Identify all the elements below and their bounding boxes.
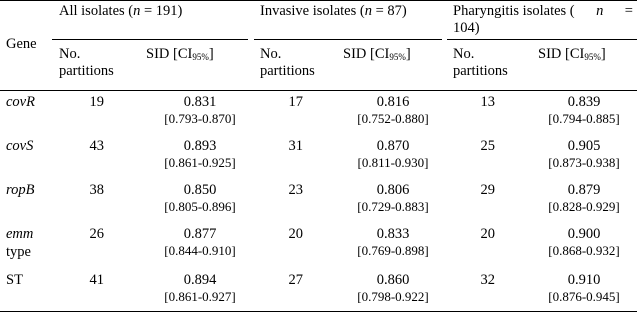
gene-cell: emm (6, 226, 34, 242)
partitions-cell: 41 (89, 272, 104, 288)
partitions-cell: 43 (89, 138, 104, 154)
bottom-rule (0, 311, 637, 312)
gene-cell: ropB (6, 182, 35, 198)
sid-cell: 0.870 (376, 138, 410, 154)
ci-cell: [0.805-0.896] (164, 199, 236, 214)
sid-cell: 0.877 (183, 226, 217, 242)
sid-cell: 0.831 (183, 94, 217, 110)
gene-cell-line2: type (6, 244, 31, 260)
sid-cell: 0.833 (376, 226, 410, 242)
partitions-cell: 25 (480, 138, 495, 154)
gene-cell: covS (6, 138, 34, 154)
partitions-cell: 20 (288, 226, 303, 242)
partitions-cell: 19 (89, 94, 104, 110)
ci-cell: [0.868-0.932] (548, 243, 620, 258)
ci-cell: [0.873-0.938] (548, 155, 620, 170)
group-header-all: All isolates (n = 191) (59, 3, 183, 19)
partitions-cell: 23 (288, 182, 303, 198)
sid-cell: 0.894 (183, 272, 217, 288)
ci-cell: [0.794-0.885] (548, 111, 620, 126)
sid-cell: 0.879 (567, 182, 601, 198)
ci-cell: [0.828-0.929] (548, 199, 620, 214)
sid-cell: 0.860 (376, 272, 410, 288)
ci-cell: [0.793-0.870] (164, 111, 236, 126)
ci-cell: [0.729-0.883] (357, 199, 429, 214)
group-rule-pharyngitis (447, 39, 637, 40)
sid-header-all: SID $[CI_{95\%}]$ (146, 46, 214, 62)
header-rule (0, 90, 637, 91)
ci-cell: [0.798-0.922] (357, 289, 429, 304)
sid-cell: 0.900 (567, 226, 601, 242)
partitions-header-all: No. partitions (59, 46, 114, 79)
top-rule (0, 0, 637, 1)
ci-cell: [0.876-0.945] (548, 289, 620, 304)
group-header-invasive: Invasive isolates (n = 87) (260, 3, 407, 19)
partitions-cell: 20 (480, 226, 495, 242)
sid-cell: 0.816 (376, 94, 410, 110)
partitions-header-pharyngitis: No. partitions (453, 46, 508, 79)
partitions-cell: 32 (480, 272, 495, 288)
partitions-header-invasive: No. partitions (260, 46, 315, 79)
partitions-cell: 13 (480, 94, 495, 110)
gene-header: Gene (6, 36, 37, 52)
sid-cell: 0.850 (183, 182, 217, 198)
sid-header-invasive: SID $[CI_{95\%}]$ (343, 46, 411, 62)
partitions-cell: 29 (480, 182, 495, 198)
sid-header-pharyngitis: SID $[CI_{95\%}]$ (538, 46, 606, 62)
group-rule-all (52, 39, 248, 40)
sid-cell: 0.905 (567, 138, 601, 154)
sid-cell: 0.839 (567, 94, 601, 110)
group-header-pharyngitis: Pharyngitis isolates ( n = 104) (453, 3, 633, 36)
ci-cell: [0.861-0.927] (164, 289, 236, 304)
sid-cell: 0.893 (183, 138, 217, 154)
ci-cell: [0.769-0.898] (357, 243, 429, 258)
partitions-cell: 27 (288, 272, 303, 288)
ci-cell: [0.811-0.930] (357, 155, 429, 170)
partitions-cell: 31 (288, 138, 303, 154)
sid-cell: 0.806 (376, 182, 410, 198)
ci-cell: [0.844-0.910] (164, 243, 236, 258)
partitions-cell: 17 (288, 94, 303, 110)
ci-cell: [0.861-0.925] (164, 155, 236, 170)
gene-cell: ST (6, 272, 23, 288)
ci-cell: [0.752-0.880] (357, 111, 429, 126)
sid-cell: 0.910 (567, 272, 601, 288)
partitions-cell: 38 (89, 182, 104, 198)
partitions-cell: 26 (89, 226, 104, 242)
group-rule-invasive (254, 39, 442, 40)
gene-cell: covR (6, 94, 35, 110)
